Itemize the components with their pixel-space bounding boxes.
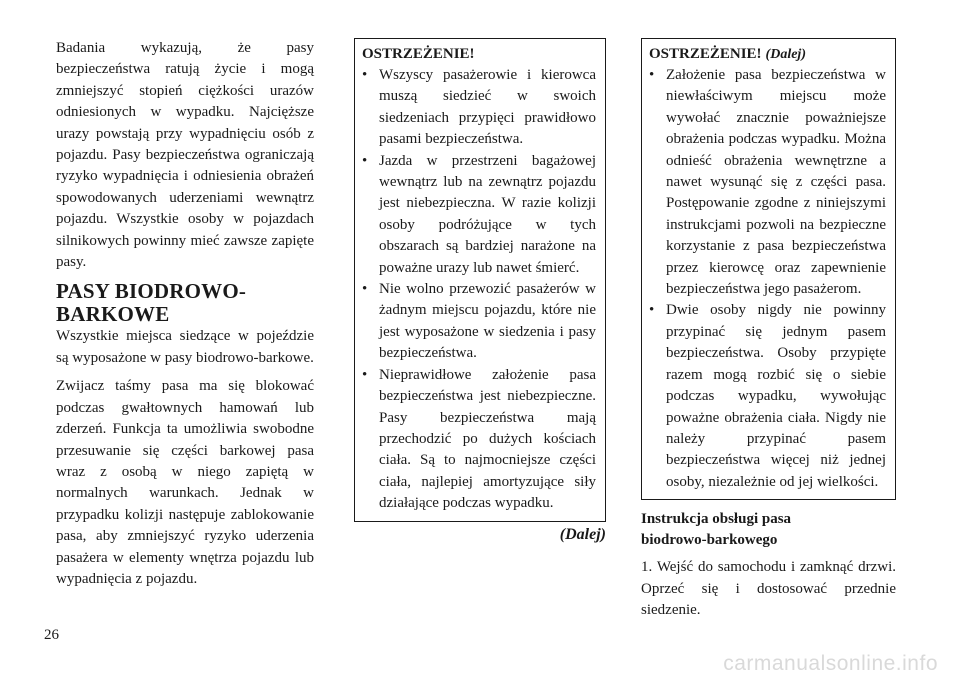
warning-title: OSTRZEŻENIE! — [362, 46, 475, 62]
instruction-step-1: 1. Wejść do samochodu i zamknąć drzwi. Oprzeć się i dostosować przednie siedzenie. — [641, 559, 896, 618]
instruction-subheading — [641, 509, 896, 551]
warning-box-1 — [354, 38, 606, 522]
warning-title-text: OSTRZEŻENIE! — [649, 46, 762, 62]
warning-item: • Jazda w przestrzeni bagażowej wewnątrz lub na zewnątrz pojazdu jest niebezpieczna. W razie kolizji osoby podróżujące w tych obszarach są bardziej narażone na poważne urazy lub nawet śmierć. — [362, 151, 596, 279]
warning-item: • Nieprawidłowe założenie pasa bezpieczeństwa jest niebezpieczne. Pasy bezpieczeństwa mają przechodzić po dużych kościach ciała. Są to najmocniejsze części ciała, najlepiej amortyzujące siły działające podczas wypadku. — [362, 365, 596, 515]
right-column — [641, 38, 896, 621]
section-heading: PASY BIODROWO-BARKOWE — [56, 279, 247, 327]
body-paragraph-1: Wszystkie miejsca siedzące w pojeździe są wyposażone w pasy biodrowo-barkowe. — [56, 328, 314, 366]
warning-list — [649, 65, 886, 493]
warning-item: • Założenie pasa bezpieczeństwa w niewłaściwym miejscu może wywołać znacznie poważniejsze obrażenia podczas wypadku. Można odnieść obrażenia wewnętrzne a nawet wysunąć się z części pasa. Postępowanie zgodne z niniejszymi instrukcjami pozwoli na bezpieczne korzystanie z pasa bezpieczeństwa przez kierowcę oraz zapewnienie bezpieczeństwa jego pasażerom. — [649, 65, 886, 300]
warning-title-continued: (Dalej) — [765, 47, 806, 62]
subheading-line-1: Instrukcja obsługi pasa — [641, 511, 792, 528]
warning-box-2 — [641, 38, 896, 500]
body-paragraph-2: Zwijacz taśmy pasa ma się blokować podczas gwałtownych hamowań lub zderzeń. Funkcja ta umożliwia swobodne przesuwanie się części barkowej pasa wraz z osobą w niego zapiętą w normalnych warunkach. Jednak w przypadku kolizji następuje zablokowanie pasa, aby zmniejszyć ryzyko uderzenia pasażera w elementy wnętrza pojazdu lub wypadnięcia z pojazdu. — [56, 378, 314, 587]
left-column — [56, 38, 314, 590]
page-number: 26 — [44, 627, 59, 643]
middle-column — [354, 38, 606, 546]
warning-item: • Wszyscy pasażerowie i kierowca muszą siedzieć w swoich siedzeniach przypięci prawidłowo pasami bezpieczeństwa. — [362, 65, 596, 151]
intro-paragraph: Badania wykazują, że pasy bezpieczeństwa ratują życie i mogą zmniejszyć stopień ciężkości urazów odniesionych w wypadku. Najcięższe urazy powstają przy wypadnięciu osób z pojazdu. Pasy bezpieczeństwa ograniczają ryzyko wypadnięcia i odniesienia obrażeń spowodowanych uderzeniami wewnątrz pojazdu. Wszystkie osoby w pojazdach silnikowych powinny mieć zawsze zapięte pasy. — [56, 40, 314, 271]
warning-list — [362, 65, 596, 515]
warning-title — [649, 44, 886, 65]
watermark: carmanualsonline.info — [723, 652, 938, 675]
warning-item: • Dwie osoby nigdy nie powinny przypinać się jednym pasem bezpieczeństwa. Osoby przypięte razem mogą rozbić się o siebie podczas wypadku, wywołując poważne obrażenia ciała. Nigdy nie należy przypinać pasem bezpieczeństwa więcej niż jednej osoby, niezależnie od jej wielkości. — [649, 300, 886, 493]
continued-label: (Dalej) — [559, 525, 606, 543]
warning-item: • Nie wolno przewozić pasażerów w żadnym miejscu pojazdu, które nie jest wyposażone w siedzenia i pasy bezpieczeństwa. — [362, 279, 596, 365]
subheading-line-2: biodrowo-barkowego — [641, 532, 778, 549]
